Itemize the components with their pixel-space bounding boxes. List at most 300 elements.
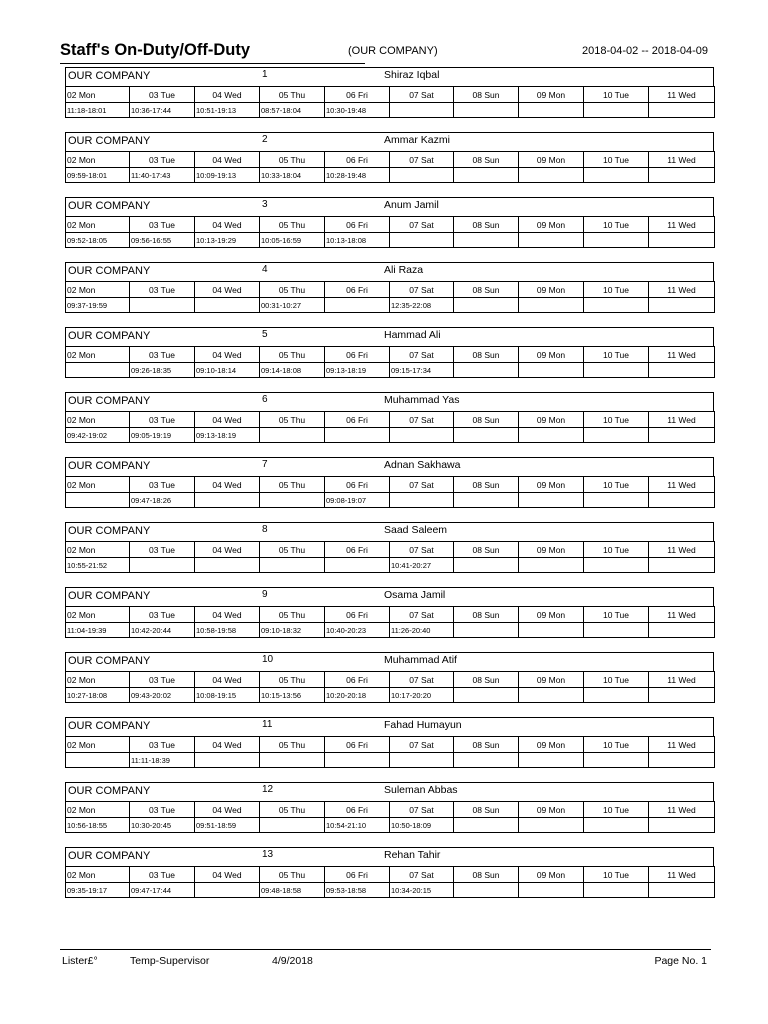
staff-schedule-table	[65, 86, 715, 118]
day-header-cell: 04 Wed	[195, 477, 260, 493]
day-header-row	[66, 672, 715, 688]
time-cell: 10:58-19:58	[195, 623, 260, 638]
day-header-cell: 03 Tue	[130, 347, 195, 363]
day-header-cell: 07 Sat	[390, 217, 454, 233]
day-header-cell: 04 Wed	[195, 672, 260, 688]
time-row	[66, 103, 715, 118]
time-cell: 10:13-18:08	[325, 233, 390, 248]
time-cell	[454, 623, 519, 638]
time-cell	[325, 428, 390, 443]
staff-block	[65, 262, 714, 313]
day-header-cell: 09 Mon	[519, 607, 584, 623]
time-cell: 09:26-18:35	[130, 363, 195, 378]
time-row	[66, 168, 715, 183]
time-cell	[584, 493, 649, 508]
time-cell	[584, 883, 649, 898]
day-header-cell: 02 Mon	[66, 282, 130, 298]
time-cell	[519, 623, 584, 638]
time-cell: 09:56-16:55	[130, 233, 195, 248]
day-header-cell: 03 Tue	[130, 87, 195, 103]
staff-company: OUR COMPANY	[68, 330, 151, 342]
time-cell	[454, 298, 519, 313]
staff-number: 12	[262, 784, 274, 795]
day-header-cell: 06 Fri	[325, 477, 390, 493]
staff-name: Adnan Sakhawa	[384, 459, 461, 471]
time-cell	[584, 753, 649, 768]
staff-name: Anum Jamil	[384, 199, 439, 211]
day-header-cell: 05 Thu	[260, 802, 325, 818]
day-header-cell: 03 Tue	[130, 802, 195, 818]
staff-schedule-table	[65, 671, 715, 703]
day-header-cell: 04 Wed	[195, 802, 260, 818]
staff-block	[65, 717, 714, 768]
time-cell: 10:15-13:56	[260, 688, 325, 703]
day-header-cell: 08 Sun	[454, 87, 519, 103]
day-header-cell: 10 Tue	[584, 867, 649, 883]
day-header-cell: 11 Wed	[649, 672, 715, 688]
staff-number: 3	[262, 199, 268, 210]
staff-number: 2	[262, 134, 268, 145]
time-cell	[325, 298, 390, 313]
time-cell: 09:13-18:19	[325, 363, 390, 378]
time-cell	[649, 818, 715, 833]
day-header-cell: 04 Wed	[195, 542, 260, 558]
time-cell	[584, 103, 649, 118]
day-header-cell: 07 Sat	[390, 347, 454, 363]
staff-company: OUR COMPANY	[68, 720, 151, 732]
day-header-cell: 02 Mon	[66, 737, 130, 753]
staff-name: Suleman Abbas	[384, 784, 458, 796]
day-header-cell: 06 Fri	[325, 347, 390, 363]
day-header-cell: 09 Mon	[519, 867, 584, 883]
time-cell	[649, 168, 715, 183]
time-cell	[649, 428, 715, 443]
time-cell: 09:35-19:17	[66, 883, 130, 898]
day-header-cell: 02 Mon	[66, 477, 130, 493]
day-header-cell: 10 Tue	[584, 737, 649, 753]
time-cell: 10:20-20:18	[325, 688, 390, 703]
staff-header-row	[65, 652, 714, 671]
day-header-cell: 03 Tue	[130, 412, 195, 428]
time-cell	[390, 493, 454, 508]
day-header-cell: 02 Mon	[66, 542, 130, 558]
staff-header-row	[65, 262, 714, 281]
staff-schedule-table	[65, 606, 715, 638]
staff-name: Shiraz Iqbal	[384, 69, 440, 81]
staff-header-row	[65, 67, 714, 86]
staff-block	[65, 67, 714, 118]
time-cell	[519, 233, 584, 248]
day-header-cell: 08 Sun	[454, 737, 519, 753]
day-header-cell: 07 Sat	[390, 477, 454, 493]
day-header-cell: 06 Fri	[325, 217, 390, 233]
time-cell: 10:40-20:23	[325, 623, 390, 638]
time-cell	[519, 558, 584, 573]
day-header-cell: 08 Sun	[454, 282, 519, 298]
day-header-cell: 05 Thu	[260, 217, 325, 233]
day-header-cell: 10 Tue	[584, 672, 649, 688]
day-header-cell: 09 Mon	[519, 802, 584, 818]
day-header-cell: 11 Wed	[649, 607, 715, 623]
day-header-cell: 10 Tue	[584, 282, 649, 298]
day-header-cell: 06 Fri	[325, 737, 390, 753]
footer-date: 4/9/2018	[272, 955, 313, 967]
staff-block	[65, 847, 714, 898]
time-cell: 09:05-19:19	[130, 428, 195, 443]
staff-name: Ammar Kazmi	[384, 134, 450, 146]
day-header-cell: 08 Sun	[454, 477, 519, 493]
time-cell: 09:10-18:32	[260, 623, 325, 638]
time-cell	[390, 168, 454, 183]
time-cell	[519, 168, 584, 183]
time-cell	[519, 688, 584, 703]
day-header-cell: 08 Sun	[454, 802, 519, 818]
time-row	[66, 818, 715, 833]
day-header-row	[66, 282, 715, 298]
time-cell	[390, 233, 454, 248]
time-cell: 09:59-18:01	[66, 168, 130, 183]
day-header-cell: 03 Tue	[130, 672, 195, 688]
day-header-row	[66, 802, 715, 818]
time-cell	[584, 168, 649, 183]
time-cell: 09:51-18:59	[195, 818, 260, 833]
day-header-cell: 08 Sun	[454, 347, 519, 363]
staff-header-row	[65, 327, 714, 346]
time-cell: 11:26-20:40	[390, 623, 454, 638]
time-cell	[130, 558, 195, 573]
day-header-cell: 04 Wed	[195, 737, 260, 753]
day-header-cell: 02 Mon	[66, 217, 130, 233]
day-header-cell: 05 Thu	[260, 477, 325, 493]
day-header-cell: 07 Sat	[390, 282, 454, 298]
day-header-cell: 08 Sun	[454, 867, 519, 883]
time-cell: 11:40-17:43	[130, 168, 195, 183]
staff-company: OUR COMPANY	[68, 850, 151, 862]
time-cell	[649, 558, 715, 573]
staff-number: 11	[262, 719, 273, 730]
time-cell	[66, 753, 130, 768]
day-header-row	[66, 217, 715, 233]
time-cell: 10:54-21:10	[325, 818, 390, 833]
day-header-cell: 10 Tue	[584, 412, 649, 428]
staff-block	[65, 587, 714, 638]
staff-schedule-table	[65, 411, 715, 443]
day-header-cell: 07 Sat	[390, 542, 454, 558]
staff-schedule-table	[65, 866, 715, 898]
day-header-cell: 09 Mon	[519, 152, 584, 168]
day-header-cell: 02 Mon	[66, 412, 130, 428]
day-header-cell: 02 Mon	[66, 152, 130, 168]
day-header-cell: 11 Wed	[649, 217, 715, 233]
staff-name: Ali Raza	[384, 264, 424, 276]
time-row	[66, 233, 715, 248]
time-cell	[66, 363, 130, 378]
day-header-cell: 08 Sun	[454, 607, 519, 623]
day-header-cell: 03 Tue	[130, 477, 195, 493]
staff-name: Rehan Tahir	[384, 849, 441, 861]
staff-number: 7	[262, 459, 268, 470]
time-cell	[325, 753, 390, 768]
staff-schedule-table	[65, 541, 715, 573]
time-cell: 11:18-18:01	[66, 103, 130, 118]
day-header-cell: 04 Wed	[195, 87, 260, 103]
time-cell: 10:28-19:48	[325, 168, 390, 183]
time-cell: 09:08-19:07	[325, 493, 390, 508]
time-cell: 09:47-18:26	[130, 493, 195, 508]
staff-block	[65, 457, 714, 508]
company-header: (OUR COMPANY)	[348, 45, 438, 57]
time-cell: 09:37-19:59	[66, 298, 130, 313]
staff-number: 9	[262, 589, 268, 600]
day-header-cell: 11 Wed	[649, 347, 715, 363]
time-row	[66, 428, 715, 443]
day-header-cell: 09 Mon	[519, 87, 584, 103]
day-header-cell: 11 Wed	[649, 542, 715, 558]
day-header-cell: 07 Sat	[390, 802, 454, 818]
day-header-cell: 06 Fri	[325, 542, 390, 558]
day-header-cell: 05 Thu	[260, 607, 325, 623]
time-cell	[649, 363, 715, 378]
page-title: Staff's On-Duty/Off-Duty	[60, 41, 250, 59]
day-header-cell: 10 Tue	[584, 802, 649, 818]
time-cell	[584, 428, 649, 443]
day-header-cell: 04 Wed	[195, 217, 260, 233]
time-cell: 09:43-20:02	[130, 688, 195, 703]
time-cell: 10:05-16:59	[260, 233, 325, 248]
time-cell	[130, 298, 195, 313]
day-header-cell: 07 Sat	[390, 607, 454, 623]
footer-divider	[60, 949, 711, 950]
time-cell	[584, 363, 649, 378]
time-row	[66, 623, 715, 638]
day-header-cell: 10 Tue	[584, 87, 649, 103]
time-cell: 00:31-10:27	[260, 298, 325, 313]
day-header-row	[66, 347, 715, 363]
day-header-row	[66, 152, 715, 168]
day-header-row	[66, 867, 715, 883]
staff-company: OUR COMPANY	[68, 70, 151, 82]
day-header-cell: 04 Wed	[195, 152, 260, 168]
staff-header-row	[65, 782, 714, 801]
time-cell	[454, 688, 519, 703]
day-header-cell: 02 Mon	[66, 802, 130, 818]
time-cell: 11:11-18:39	[130, 753, 195, 768]
staff-name: Osama Jamil	[384, 589, 446, 601]
time-cell: 09:10-18:14	[195, 363, 260, 378]
time-cell	[454, 558, 519, 573]
time-cell: 12:35-22:08	[390, 298, 454, 313]
staff-schedule-table	[65, 736, 715, 768]
time-cell: 10:42-20:44	[130, 623, 195, 638]
time-cell: 09:15-17:34	[390, 363, 454, 378]
staff-name: Saad Saleem	[384, 524, 448, 536]
time-cell	[260, 558, 325, 573]
time-cell: 09:42-19:02	[66, 428, 130, 443]
time-cell: 10:56-18:55	[66, 818, 130, 833]
time-cell	[454, 753, 519, 768]
day-header-cell: 05 Thu	[260, 152, 325, 168]
day-header-cell: 11 Wed	[649, 867, 715, 883]
day-header-cell: 04 Wed	[195, 867, 260, 883]
time-cell: 10:55-21:52	[66, 558, 130, 573]
time-cell	[195, 493, 260, 508]
day-header-cell: 09 Mon	[519, 477, 584, 493]
time-cell	[390, 753, 454, 768]
time-row	[66, 688, 715, 703]
day-header-cell: 03 Tue	[130, 152, 195, 168]
day-header-cell: 10 Tue	[584, 542, 649, 558]
staff-header-row	[65, 522, 714, 541]
title-underline	[60, 63, 365, 64]
staff-schedule-table	[65, 151, 715, 183]
staff-header-row	[65, 587, 714, 606]
day-header-cell: 08 Sun	[454, 542, 519, 558]
day-header-cell: 11 Wed	[649, 412, 715, 428]
time-row	[66, 753, 715, 768]
day-header-cell: 06 Fri	[325, 282, 390, 298]
time-cell	[260, 428, 325, 443]
day-header-cell: 07 Sat	[390, 152, 454, 168]
time-cell	[519, 753, 584, 768]
day-header-cell: 05 Thu	[260, 282, 325, 298]
day-header-cell: 05 Thu	[260, 672, 325, 688]
staff-company: OUR COMPANY	[68, 525, 151, 537]
staff-block	[65, 652, 714, 703]
day-header-cell: 11 Wed	[649, 87, 715, 103]
time-cell: 10:30-19:48	[325, 103, 390, 118]
day-header-cell: 07 Sat	[390, 87, 454, 103]
day-header-cell: 09 Mon	[519, 672, 584, 688]
time-row	[66, 298, 715, 313]
day-header-cell: 11 Wed	[649, 802, 715, 818]
time-row	[66, 363, 715, 378]
time-cell	[390, 428, 454, 443]
staff-number: 5	[262, 329, 268, 340]
day-header-cell: 07 Sat	[390, 867, 454, 883]
day-header-cell: 09 Mon	[519, 282, 584, 298]
day-header-cell: 07 Sat	[390, 737, 454, 753]
staff-number: 6	[262, 394, 268, 405]
day-header-cell: 03 Tue	[130, 282, 195, 298]
day-header-cell: 09 Mon	[519, 347, 584, 363]
time-cell: 10:30-20:45	[130, 818, 195, 833]
staff-block	[65, 327, 714, 378]
day-header-cell: 11 Wed	[649, 737, 715, 753]
day-header-cell: 05 Thu	[260, 87, 325, 103]
staff-header-row	[65, 847, 714, 866]
day-header-cell: 10 Tue	[584, 347, 649, 363]
time-cell: 10:36-17:44	[130, 103, 195, 118]
day-header-cell: 04 Wed	[195, 412, 260, 428]
time-cell: 10:13-19:29	[195, 233, 260, 248]
footer-lister: Lister£°	[62, 955, 98, 967]
staff-header-row	[65, 132, 714, 151]
time-cell: 10:08-19:15	[195, 688, 260, 703]
staff-block	[65, 197, 714, 248]
time-cell	[649, 103, 715, 118]
time-cell	[390, 103, 454, 118]
staff-schedule-table	[65, 281, 715, 313]
time-cell	[454, 363, 519, 378]
day-header-row	[66, 542, 715, 558]
staff-number: 13	[262, 849, 274, 860]
staff-name: Hammad Ali	[384, 329, 441, 341]
time-cell: 10:33-18:04	[260, 168, 325, 183]
day-header-cell: 04 Wed	[195, 347, 260, 363]
day-header-cell: 04 Wed	[195, 607, 260, 623]
time-cell: 09:13-18:19	[195, 428, 260, 443]
time-cell	[519, 493, 584, 508]
staff-number: 10	[262, 654, 274, 665]
time-cell: 10:41-20:27	[390, 558, 454, 573]
staff-schedule-table	[65, 346, 715, 378]
day-header-cell: 09 Mon	[519, 737, 584, 753]
staff-schedule-table	[65, 476, 715, 508]
time-cell	[584, 558, 649, 573]
day-header-cell: 03 Tue	[130, 607, 195, 623]
time-cell	[649, 233, 715, 248]
time-cell	[584, 818, 649, 833]
day-header-cell: 06 Fri	[325, 152, 390, 168]
staff-company: OUR COMPANY	[68, 655, 151, 667]
staff-company: OUR COMPANY	[68, 135, 151, 147]
staff-header-row	[65, 392, 714, 411]
day-header-row	[66, 607, 715, 623]
time-cell	[519, 818, 584, 833]
day-header-cell: 02 Mon	[66, 867, 130, 883]
staff-company: OUR COMPANY	[68, 785, 151, 797]
day-header-cell: 06 Fri	[325, 672, 390, 688]
day-header-cell: 09 Mon	[519, 542, 584, 558]
staff-name: Muhammad Atif	[384, 654, 457, 666]
staff-header-row	[65, 457, 714, 476]
day-header-cell: 05 Thu	[260, 737, 325, 753]
time-cell: 09:48-18:58	[260, 883, 325, 898]
time-cell	[260, 493, 325, 508]
day-header-cell: 05 Thu	[260, 867, 325, 883]
day-header-cell: 08 Sun	[454, 152, 519, 168]
time-cell	[519, 363, 584, 378]
day-header-cell: 03 Tue	[130, 867, 195, 883]
time-cell	[260, 818, 325, 833]
day-header-cell: 04 Wed	[195, 282, 260, 298]
staff-header-row	[65, 197, 714, 216]
day-header-row	[66, 477, 715, 493]
staff-schedule-table	[65, 216, 715, 248]
time-cell: 10:27-18:08	[66, 688, 130, 703]
time-cell	[454, 168, 519, 183]
day-header-row	[66, 412, 715, 428]
time-cell	[584, 298, 649, 313]
time-row	[66, 883, 715, 898]
staff-company: OUR COMPANY	[68, 460, 151, 472]
time-cell	[454, 818, 519, 833]
day-header-cell: 10 Tue	[584, 477, 649, 493]
day-header-cell: 06 Fri	[325, 607, 390, 623]
staff-schedule-table	[65, 801, 715, 833]
day-header-cell: 03 Tue	[130, 737, 195, 753]
staff-company: OUR COMPANY	[68, 590, 151, 602]
time-cell	[519, 103, 584, 118]
time-cell	[195, 298, 260, 313]
day-header-cell: 07 Sat	[390, 672, 454, 688]
staff-block	[65, 392, 714, 443]
time-cell	[454, 103, 519, 118]
time-cell	[584, 623, 649, 638]
day-header-cell: 11 Wed	[649, 477, 715, 493]
time-cell	[519, 883, 584, 898]
staff-block	[65, 132, 714, 183]
